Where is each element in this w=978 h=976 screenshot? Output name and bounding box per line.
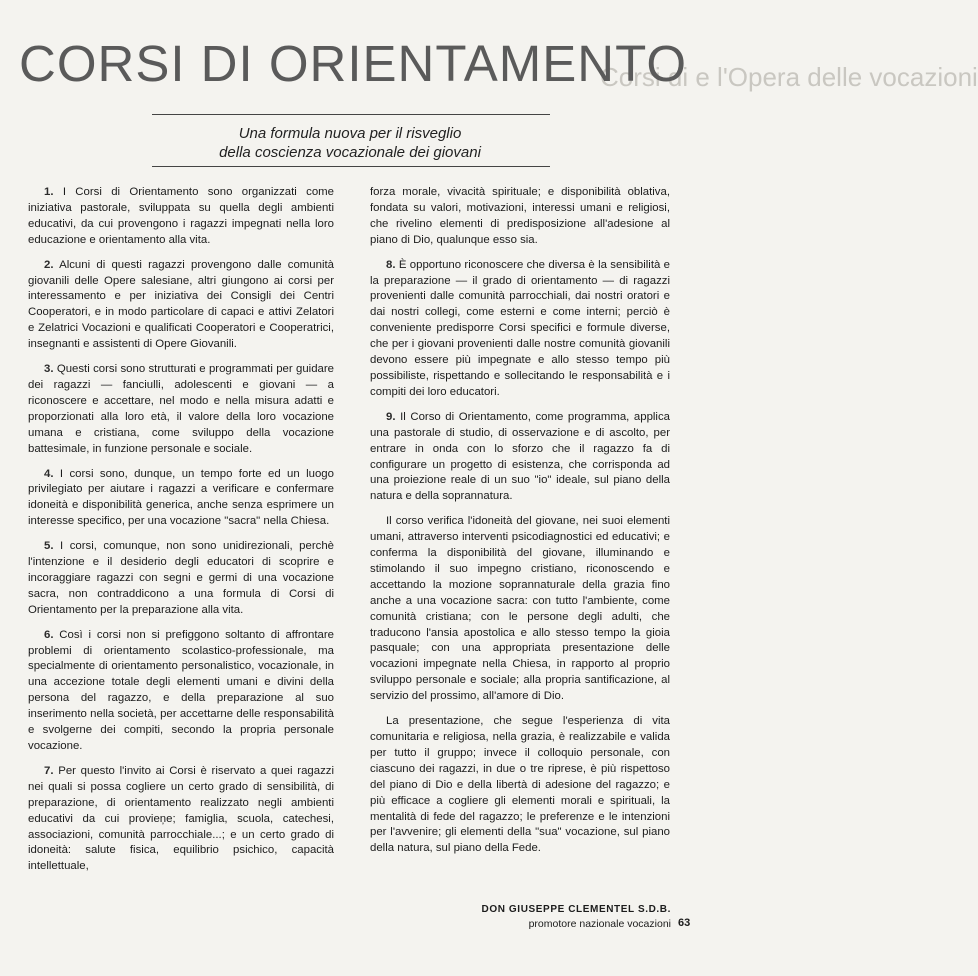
subtitle-line-1: Una formula nuova per il risveglio <box>238 125 462 142</box>
paragraph-4 <box>28 467 334 531</box>
page-title: CORSI DI ORIENTAMENTO <box>19 35 687 92</box>
paragraph-7 <box>28 764 334 875</box>
paragraph-6 <box>28 628 334 755</box>
paragraph-number: 1. <box>44 186 54 198</box>
paragraph-2 <box>28 258 334 353</box>
paragraph-text: Il corso verifica l'idoneità del giovane, nei suoi elementi umani, attraverso interventi psicodiagnostici ed educativi; e conferma la disponibilità del giovane, illuminando e stimolando il suo impegno cristiano, riconoscendo e accettando la mozione soprannaturale della grazia fino anche a una vocazione sacra: con tutto l'ambiente, come comunità cristiana; con le persone degli adulti, che traducono l'ansia apostolica e allo stesso tempo la gioia pasquale; con una appropriata presentazione delle vocazioni impegnate nella Chiesa, in rapporto al proprio sviluppo personale e sociale; alla propria santificazione, al servizio del prossimo, all'amore di Dio. <box>370 515 670 703</box>
paragraph-8 <box>370 258 670 401</box>
paragraph-5 <box>28 539 334 619</box>
subtitle <box>100 124 600 162</box>
paragraph-number: 5. <box>44 540 54 553</box>
paragraph-number: 3. <box>44 363 54 376</box>
paragraph-3 <box>28 362 334 457</box>
bottom-divider <box>152 166 550 167</box>
top-divider <box>152 114 550 115</box>
paragraph-text: I corsi, comunque, non sono unidirezionali, perchè l'intenzione e il desiderio degli educatori di scoprire e incoraggiare ragazzi con segni e germi di una vocazione sacra, non contraddicono a una formula di Corsi di Orientamento per la preparazione alla vita. <box>28 540 334 616</box>
paragraph-text: Alcuni di questi ragazzi provengono dalle comunità giovanili delle Opere salesiane, altri giungono ai corsi per interessamento e per iniziativa dei Consigli dei Centri Cooperatori, e in modo particolare di capaci e attivi Zelatori e Zelatrici Vocazioni e qualificati Cooperatori e Cooperatrici, insegnanti e assistenti di Opere Giovanili. <box>28 258 334 351</box>
paragraph-text: Il Corso di Orientamento, come programma, applica una pastorale di studio, di osservazione e di ascolto, per entrare in onda con lo sforzo che il ragazzo fa di configurare un progetto di esistenza, che corrisponda ad una proiezione reale di un suo "io" ideale, sul piano della natura e della soprannatura. <box>370 410 670 503</box>
right-column <box>370 185 670 866</box>
paragraph-number: 4. <box>44 467 54 480</box>
paragraph-text: È opportuno riconoscere che diversa è la sensibilità e la preparazione — il grado di orientamento — di ragazzi provenienti dalle comunità parrocchiali, dai nostri oratori e dai nostri collegi, come esterni e come interni; perciò è conveniente predisporre Corsi specifici e formule diverse, che per i giovani provenienti dalle nostre comunità giovanili devono essere più impegnate e allo stesso tempo più possibiliste, rispettando e sollecitando le responsabilità e i compiti dei loro educatori. <box>370 258 670 398</box>
paragraph-number: 6. <box>44 628 54 641</box>
paragraph-text: forza morale, vivacità spirituale; e disponibilità oblativa, fondata su valori, motivazioni, interessi umani e religiosi, che rivelino elementi di predisposizione all'adesione al piano di Dio, qualunque esso sia. <box>370 186 670 246</box>
paragraph-number: 9. <box>386 410 396 423</box>
paragraph-text: I corsi sono, dunque, un tempo forte ed un luogo privilegiato per aiutare i ragazzi a verificare e confermare idoneità e disponibilità generica, anche senza esprimere un interesse specifico, per una vocazione "sacra" nella Chiesa. <box>28 467 334 528</box>
paragraph-presentation <box>370 714 670 857</box>
paragraph-text: Questi corsi sono strutturati e programmati per guidare dei ragazzi — fanciulli, adolescenti e giovani — a riconoscere e accettare, nel modo e nella misura adatti e proporzionati alla loro età, il valore della loro vocazione umana e cristiana, come sviluppo della vocazione battesimale, in funzione personale e sociale. <box>28 363 334 455</box>
paragraph-7-continued <box>370 185 670 249</box>
paragraph-text: I Corsi di Orientamento sono organizzati come iniziativa pastorale, sviluppata su quella degli ambienti educativi, da cui provengono i ragazzi impegnati nella loro educazione e orientamento alla vita. <box>28 186 335 246</box>
paragraph-verification <box>370 514 670 705</box>
paragraph-number: 8. <box>386 258 396 271</box>
paragraph-number: 7. <box>44 764 54 777</box>
page-number: 63 <box>678 917 691 929</box>
paragraph-1 <box>28 185 334 249</box>
paragraph-text: Così i corsi non si prefiggono soltanto di affrontare problemi di orientamento scolastico-professionale, ma specialmente di orientamento personalistico, vocazionale, in una accezione totale degli elementi umani e divini della persona del ragazzo, e della preparazione al suo inserimento nella società, per accettarne delle responsabilità e svolgerne dei compiti, secondo la propria personale vocazione. <box>28 628 334 752</box>
author-role: promotore nazionale vocazioni <box>528 918 671 930</box>
paragraph-9 <box>370 410 670 505</box>
left-column <box>28 185 334 884</box>
paragraph-text: La presentazione, che segue l'esperienza di vita comunitaria e religiosa, nella grazia, è realizzabile e valida per tutto il gruppo; invece il colloquio personale, con ciascuno dei ragazzi, in due o tre riprese, è più rispettoso del piano di Dio e della libertà di adesione del ragazzo; e più efficace a cogliere gli elementi morali e spirituali, la mentalità di fede del ragazzo; le preferenze e le intenzioni per l'avvenire; gli elementi della "sua" vocazione, sul piano della natura, sul piano della Fede. <box>370 715 670 855</box>
author-name: DON GIUSEPPE CLEMENTEL S.D.B. <box>481 904 671 915</box>
bleed-through-text: Corsi di e l'Opera delle vocazioni <box>600 62 978 92</box>
paragraph-number: 2. <box>44 258 54 271</box>
subtitle-line-2: della coscienza vocazionale dei giovani <box>219 144 481 161</box>
paragraph-text: Per questo l'invito ai Corsi è riservato a quei ragazzi nei quali si possa cogliere un certo grado di sensibilità, di preparazione, di orientamento realizzato negli ambienti educativi da cui provieņe; famiglia, scuola, catechesi, associazioni, comunità parrocchiale...; e un certo grado di idoneità: salute fisica, equilibrio psichico, capacità intellettuale, <box>28 764 334 873</box>
